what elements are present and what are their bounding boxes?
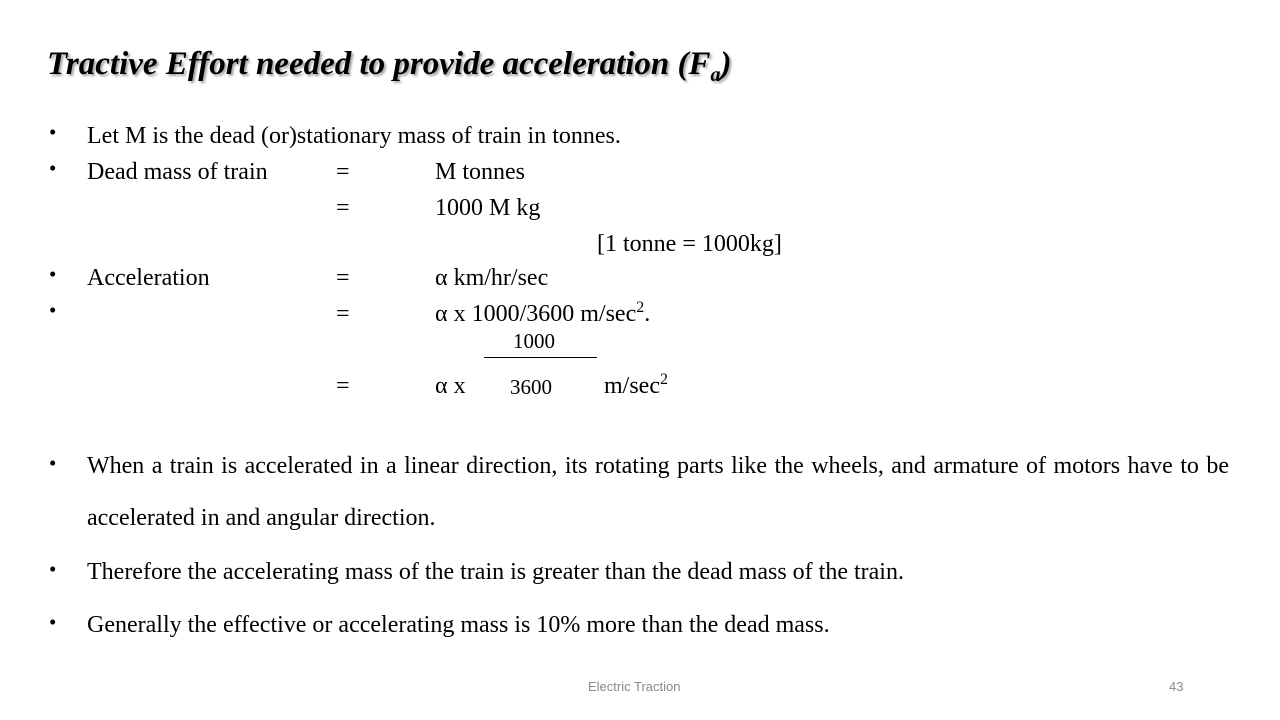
equals-sign: = (336, 159, 350, 185)
equals-sign: = (336, 301, 350, 327)
dead-mass-label: Dead mass of train (87, 159, 268, 185)
dead-mass-kg: 1000 M kg (435, 195, 541, 221)
footer-label: Electric Traction (588, 679, 681, 694)
fraction-prefix: α x (435, 373, 466, 399)
dead-mass-value: M tonnes (435, 159, 525, 185)
bullet-2: • (49, 156, 57, 180)
bullet-3: • (49, 262, 57, 286)
equals-sign: = (336, 265, 350, 291)
line-dead-mass-intro: Let M is the dead (or)stationary mass of train in tonnes. (87, 123, 621, 149)
fraction-unit: $m/\sec^2$ (604, 371, 668, 399)
paragraph-accelerating-mass: Therefore the accelerating mass of the train is greater than the dead mass of the train. (87, 559, 904, 585)
bullet-4: • (49, 298, 57, 322)
bullet-5: • (49, 451, 57, 475)
paragraph-rotating-parts: When a train is accelerated in a linear direction, its rotating parts like the wheels, and armature of motors have to be accelerated in and angular direction. (87, 453, 1229, 531)
slide-title: Tractive Effort needed to provide acceleration $(F_a)$ (47, 46, 732, 86)
page-number: 43 (1169, 679, 1184, 694)
bullet-1: • (49, 120, 57, 144)
equals-sign: = (336, 373, 350, 399)
acceleration-ms2: α x 1000/3600 $m/\sec^2$. (435, 299, 651, 327)
tonne-conversion-note: [1 tonne = 1000kg] (597, 231, 782, 257)
fraction-bar (484, 357, 597, 358)
paragraph-effective-mass: Generally the effective or accelerating mass is 10% more than the dead mass. (87, 612, 830, 638)
acceleration-value: α km/hr/sec (435, 265, 549, 291)
equals-sign: = (336, 195, 350, 221)
fraction-numerator: 1000 (513, 329, 555, 353)
fraction-denominator: 3600 (510, 375, 552, 399)
bullet-7: • (49, 610, 57, 634)
bullet-6: • (49, 557, 57, 581)
acceleration-label: Acceleration (87, 265, 210, 291)
title-subscript: a (710, 64, 721, 86)
